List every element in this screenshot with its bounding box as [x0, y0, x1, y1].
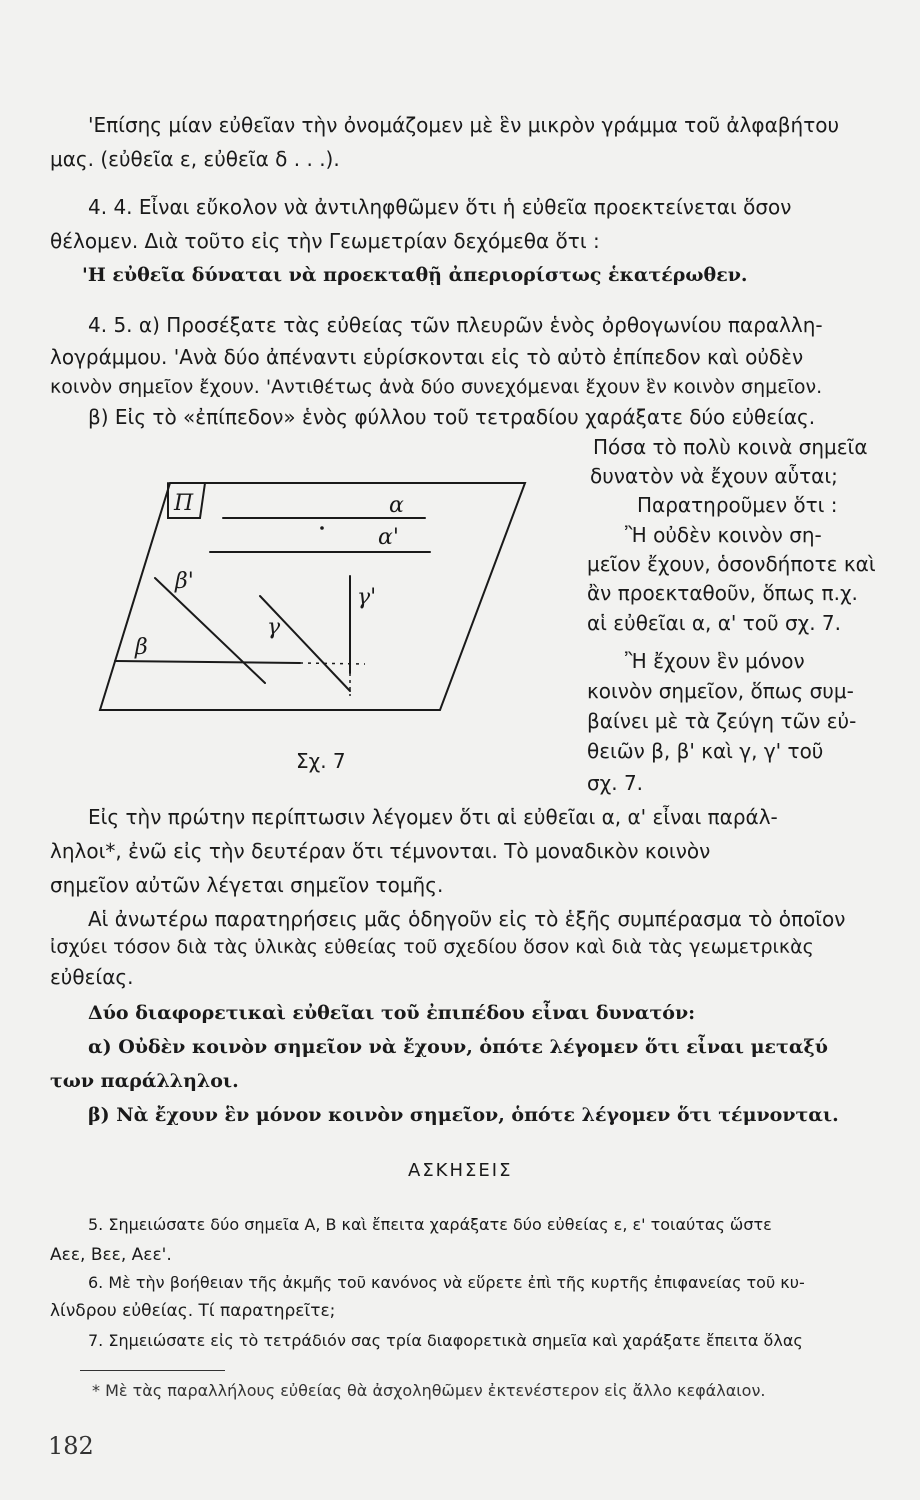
text-line: λογράμμου. 'Ανὰ δύο ἀπέναντι εὑρίσκονται εἰς τὸ αὐτὸ ἐπίπεδον καὶ οὐδὲν — [50, 345, 804, 369]
side-text-line: δυνατὸν νὰ ἔχουν αὗται; — [590, 464, 838, 488]
side-text-line: Πόσα τὸ πολὺ κοινὰ σημεῖα — [593, 435, 868, 459]
exercise-5: 5. Σημειώσατε δύο σημεῖα Α, Β καὶ ἔπειτα χαράξατε δύο εὐθείας ε, ε' τοιαύτας ὥστε — [88, 1215, 772, 1234]
axiom-statement: 'Η εὐθεῖα δύναται νὰ προεκταθῇ ἀπεριορίστως ἑκατέρωθεν. — [82, 264, 748, 286]
label-g-prime: γ' — [357, 585, 377, 610]
page-number: 182 — [48, 1432, 94, 1460]
side-text-line: κοινὸν σημεῖον, ὅπως συμ- — [587, 679, 854, 703]
line-b-prime — [155, 578, 265, 683]
side-text-line: βαίνει μὲ τὰ ζεύγη τῶν εὐ- — [587, 709, 857, 733]
text-line: Εἰς τὴν πρώτην περίπτωσιν λέγομεν ὅτι αἱ εὐθεῖαι α, α' εἶναι παράλ- — [88, 805, 778, 829]
figure-caption: Σχ. 7 — [296, 749, 346, 773]
text-line: ἰσχύει τόσον διὰ τὰς ὑλικὰς εὐθείας τοῦ σχεδίου ὅσον καὶ διὰ τὰς γεωμετρικὰς — [50, 936, 814, 958]
theorem-case-a: α) Οὐδὲν κοινὸν σημεῖον νὰ ἔχουν, ὁπότε λέγομεν ὅτι εἶναι μεταξύ — [88, 1036, 828, 1058]
label-b-prime: β' — [175, 569, 194, 594]
line-g — [260, 596, 350, 691]
side-text-line: Παρατηροῦμεν ὅτι : — [637, 493, 838, 517]
side-text-line: μεῖον ἔχουν, ὁσονδήποτε καὶ — [587, 552, 876, 576]
text-line: Αἱ ἀνωτέρω παρατηρήσεις μᾶς ὁδηγοῦν εἰς τὸ ἑξῆς συμπέρασμα τὸ ὁποῖον — [88, 907, 846, 931]
label-b: β — [135, 635, 148, 660]
text-line: 'Επίσης μίαν εὐθεῖαν τὴν ὀνομάζομεν μὲ ἓν μικρὸν γράμμα τοῦ ἀλφαβήτου — [88, 113, 840, 137]
text-line: κοινὸν σημεῖον ἔχουν. 'Αντιθέτως ἀνὰ δύο συνεχόμεναι ἔχουν ἓν κοινὸν σημεῖον. — [50, 376, 823, 398]
side-text-line: ἂν προεκταθοῦν, ὅπως π.χ. — [587, 581, 858, 605]
figure-7 — [95, 478, 535, 778]
section-4-4: 4. 4. Εἶναι εὔκολον νὰ ἀντιληφθῶμεν ὅτι ἡ εὐθεῖα προεκτείνεται ὅσον — [88, 195, 792, 219]
side-text-line: αἱ εὐθεῖαι α, α' τοῦ σχ. 7. — [587, 611, 841, 635]
text-line: β) Εἰς τὸ «ἐπίπεδον» ἑνὸς φύλλου τοῦ τετραδίου χαράξατε δύο εὐθείας. — [88, 405, 816, 429]
line-b-extension — [300, 663, 365, 664]
line-b — [115, 661, 300, 663]
side-text-line: θειῶν β, β' καὶ γ, γ' τοῦ — [587, 739, 824, 763]
side-text-line: σχ. 7. — [587, 771, 644, 795]
side-text-line: Ἢ ἔχουν ἓν μόνον — [625, 649, 805, 673]
exercise-5-cont: Αεε, Βεε, Αεε'. — [50, 1245, 172, 1265]
text-line: μας. (εὐθεῖα ε, εὐθεῖα δ . . .). — [50, 147, 340, 171]
exercises-heading: ΑΣΚΗΣΕΙΣ — [408, 1160, 513, 1181]
text-line: θέλομεν. Διὰ τοῦτο εἰς τὴν Γεωμετρίαν δεχόμεθα ὅτι : — [50, 229, 600, 253]
exercise-6: 6. Μὲ τὴν βοήθειαν τῆς ἀκμῆς τοῦ κανόνος νὰ εὕρετε ἐπὶ τῆς κυρτῆς ἐπιφανείας τοῦ κυ- — [88, 1273, 805, 1292]
theorem-case-a-cont: των παράλληλοι. — [50, 1070, 239, 1092]
section-4-5: 4. 5. α) Προσέξατε τὰς εὐθείας τῶν πλευρῶν ἑνὸς ὀρθογωνίου παραλλη- — [88, 313, 823, 337]
dot-mark — [320, 526, 324, 530]
text-line: εὐθείας. — [50, 965, 134, 989]
side-text-line: Ἢ οὐδὲν κοινὸν ση- — [625, 523, 822, 547]
label-plane: Π — [174, 491, 194, 516]
text-line: σημεῖον αὐτῶν λέγεται σημεῖον τομῆς. — [50, 873, 444, 897]
footnote-rule — [80, 1370, 225, 1371]
text-line: ληλοι*, ἐνῶ εἰς τὴν δευτέραν ὅτι τέμνονται. Τὸ μοναδικὸν κοινὸν — [50, 839, 711, 863]
theorem-case-b: β) Νὰ ἔχουν ἓν μόνον κοινὸν σημεῖον, ὁπότε λέγομεν ὅτι τέμνονται. — [88, 1104, 839, 1126]
label-a: α — [389, 493, 404, 518]
theorem-heading: Δύο διαφορετικαὶ εὐθεῖαι τοῦ ἐπιπέδου εἶναι δυνατόν: — [88, 1002, 696, 1024]
exercise-7: 7. Σημειώσατε εἰς τὸ τετράδιόν σας τρία διαφορετικὰ σημεῖα καὶ χαράξατε ἔπειτα ὅλας — [88, 1331, 803, 1350]
footnote: * Μὲ τὰς παραλλήλους εὐθείας θὰ ἀσχοληθῶμεν ἐκτενέστερον εἰς ἄλλο κεφάλαιον. — [92, 1381, 766, 1400]
exercise-6-cont: λίνδρου εὐθείας. Τί παρατηρεῖτε; — [50, 1301, 336, 1321]
label-a-prime: α' — [378, 525, 399, 550]
label-g: γ — [267, 615, 281, 640]
